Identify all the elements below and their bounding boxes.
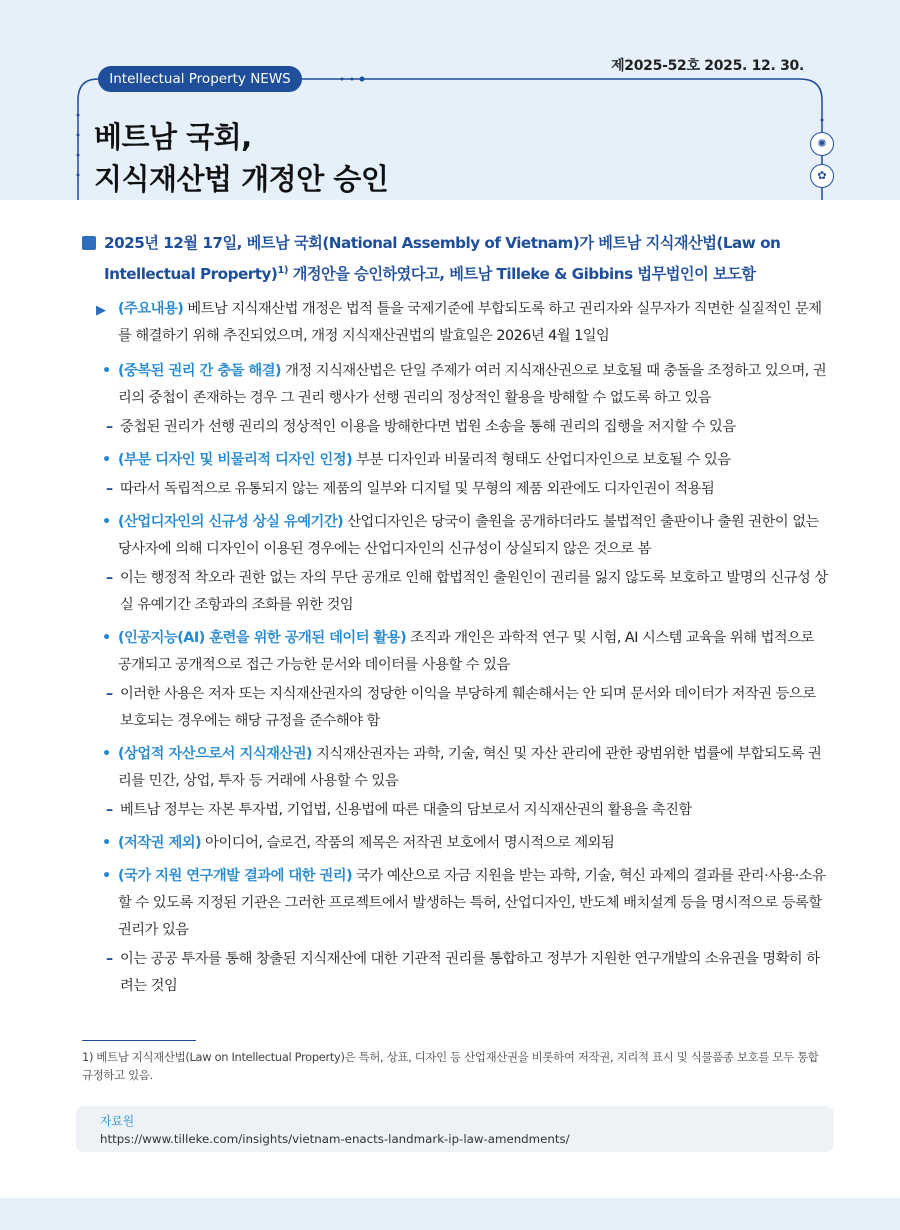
sub-list-item: – 베트남 정부는 자본 투자법, 기업법, 신용법에 따른 대출의 담보로서 지식재산권의 활용을 촉진함 [106,802,692,819]
issue-date: 제2025-52호 2025. 12. 30. [611,58,804,74]
title-line-1: 베트남 국회, [94,120,252,154]
cube-icon [82,236,96,250]
list-item: • (상업적 자산으로서 지식재산권) 지식재산권자는 과학, 기술, 혁신 및 자산 관리에 관한 광범위한 법률에 부합되도록 권리를 민간, 상업, 투자 등 거래에 사용할 수 있음 [102,746,822,790]
badge-icon: ✿ [810,164,834,188]
source-link[interactable]: https://www.tilleke.com/insights/vietnam-enacts-landmark-ip-law-amendments/ [100,1132,570,1146]
sub-list-item: – 따라서 독립적으로 유통되지 않는 제품의 일부와 디지털 및 무형의 제품 외관에도 디자인권이 적용됨 [106,481,715,498]
sub-list-item: – 이는 공공 투자를 통해 창출된 지식재산에 대한 기관적 권리를 통합하고 정부가 지원한 연구개발의 소유권을 명확히 하려는 것임 [106,951,820,995]
lead-paragraph: 2025년 12월 17일, 베트남 국회(National Assembly of Vietnam)가 베트남 지식재산법(Law on Intellectual Property)$^{1)}$ 개정안을 승인하였다고, 베트남 Tilleke & Gibbins 법무법인이 보도함 [82,230,830,288]
summary-paragraph: ▶ (주요내용) 베트남 지식재산법 개정은 법적 틀을 국제기준에 부합되도록 하고 권리자와 실무자가 직면한 실질적인 문제를 해결하기 위해 추진되었으며, 개정 지식재산권법의 발효일은 2026년 4월 1일임 [82,296,830,350]
page-title [94,116,388,200]
title-line-2: 지식재산법 개정안 승인 [94,162,389,196]
source-box [76,1106,834,1152]
list-item: • (산업디자인의 신규성 상실 유예기간) 산업디자인은 당국이 출원을 공개하더라도 불법적인 출판이나 출원 권한이 없는 당사자에 의해 디자인이 이용된 경우에는 산업디자인의 신규성이 상실되지 않은 것으로 봄 [102,514,819,558]
article-body [82,230,830,1000]
list-item: • (인공지능(AI) 훈련을 위한 공개된 데이터 활용) 조직과 개인은 과학적 연구 및 시험, AI 시스템 교육을 위해 법적으로 공개되고 공개적으로 접근 가능한 문서와 데이터를 사용할 수 있음 [102,630,814,674]
footer-band [0,1198,900,1230]
sub-list-item: – 이는 행정적 착오라 권한 없는 자의 무단 공개로 인해 합법적인 출원인이 권리를 잃지 않도록 보호하고 발명의 신규성 상실 유예기간 조항과의 조화를 위한 것임 [106,570,828,614]
series-badge: Intellectual Property NEWS [98,66,302,92]
footnote: 1) 베트남 지식재산법(Law on Intellectual Property)은 특허, 상표, 디자인 등 산업재산권을 비롯하여 저작권, 지리적 표시 및 식물품종 보호를 모두 통합 규정하고 있음. [82,1050,819,1082]
list-item: • (중복된 권리 간 충돌 해결) 개정 지식재산법은 단일 주제가 여러 지식재산권으로 보호될 때 충돌을 조정하고 있으며, 권리의 중첩이 존재하는 경우 그 권리 행사가 선행 권리의 정상적인 활용을 방해할 수 없도록 하고 있음 [102,363,827,407]
sub-list-item: – 중첩된 권리가 선행 권리의 정상적인 이용을 방해한다면 법원 소송을 통해 권리의 집행을 저지할 수 있음 [106,419,736,436]
footnote-divider [82,1040,196,1041]
list-item: • (부분 디자인 및 비물리적 디자인 인정) 부분 디자인과 비물리적 형태도 산업디자인으로 보호될 수 있음 [102,452,731,469]
globe-icon: ✺ [810,132,834,156]
source-label: 자료원 [100,1114,135,1128]
list-item: • (국가 지원 연구개발 결과에 대한 권리) 국가 예산으로 자금 지원을 받는 과학, 기술, 혁신 과제의 결과를 관리·사용·소유할 수 있도록 지정된 기관은 그러한 프로젝트에서 발생하는 특허, 산업디자인, 반도체 배치설계 등을 명시적으로 등록할 권리가 있음 [102,868,826,939]
sub-list-item: – 이러한 사용은 저자 또는 지식재산권자의 정당한 이익을 부당하게 훼손해서는 안 되며 문서와 데이터가 저작권 등으로 보호되는 경우에는 해당 규정을 준수해야 함 [106,686,816,730]
triangle-right-icon: ▶ [96,303,106,319]
list-item: • (저작권 제외) 아이디어, 슬로건, 작품의 제목은 저작권 보호에서 명시적으로 제외됨 [102,835,615,852]
